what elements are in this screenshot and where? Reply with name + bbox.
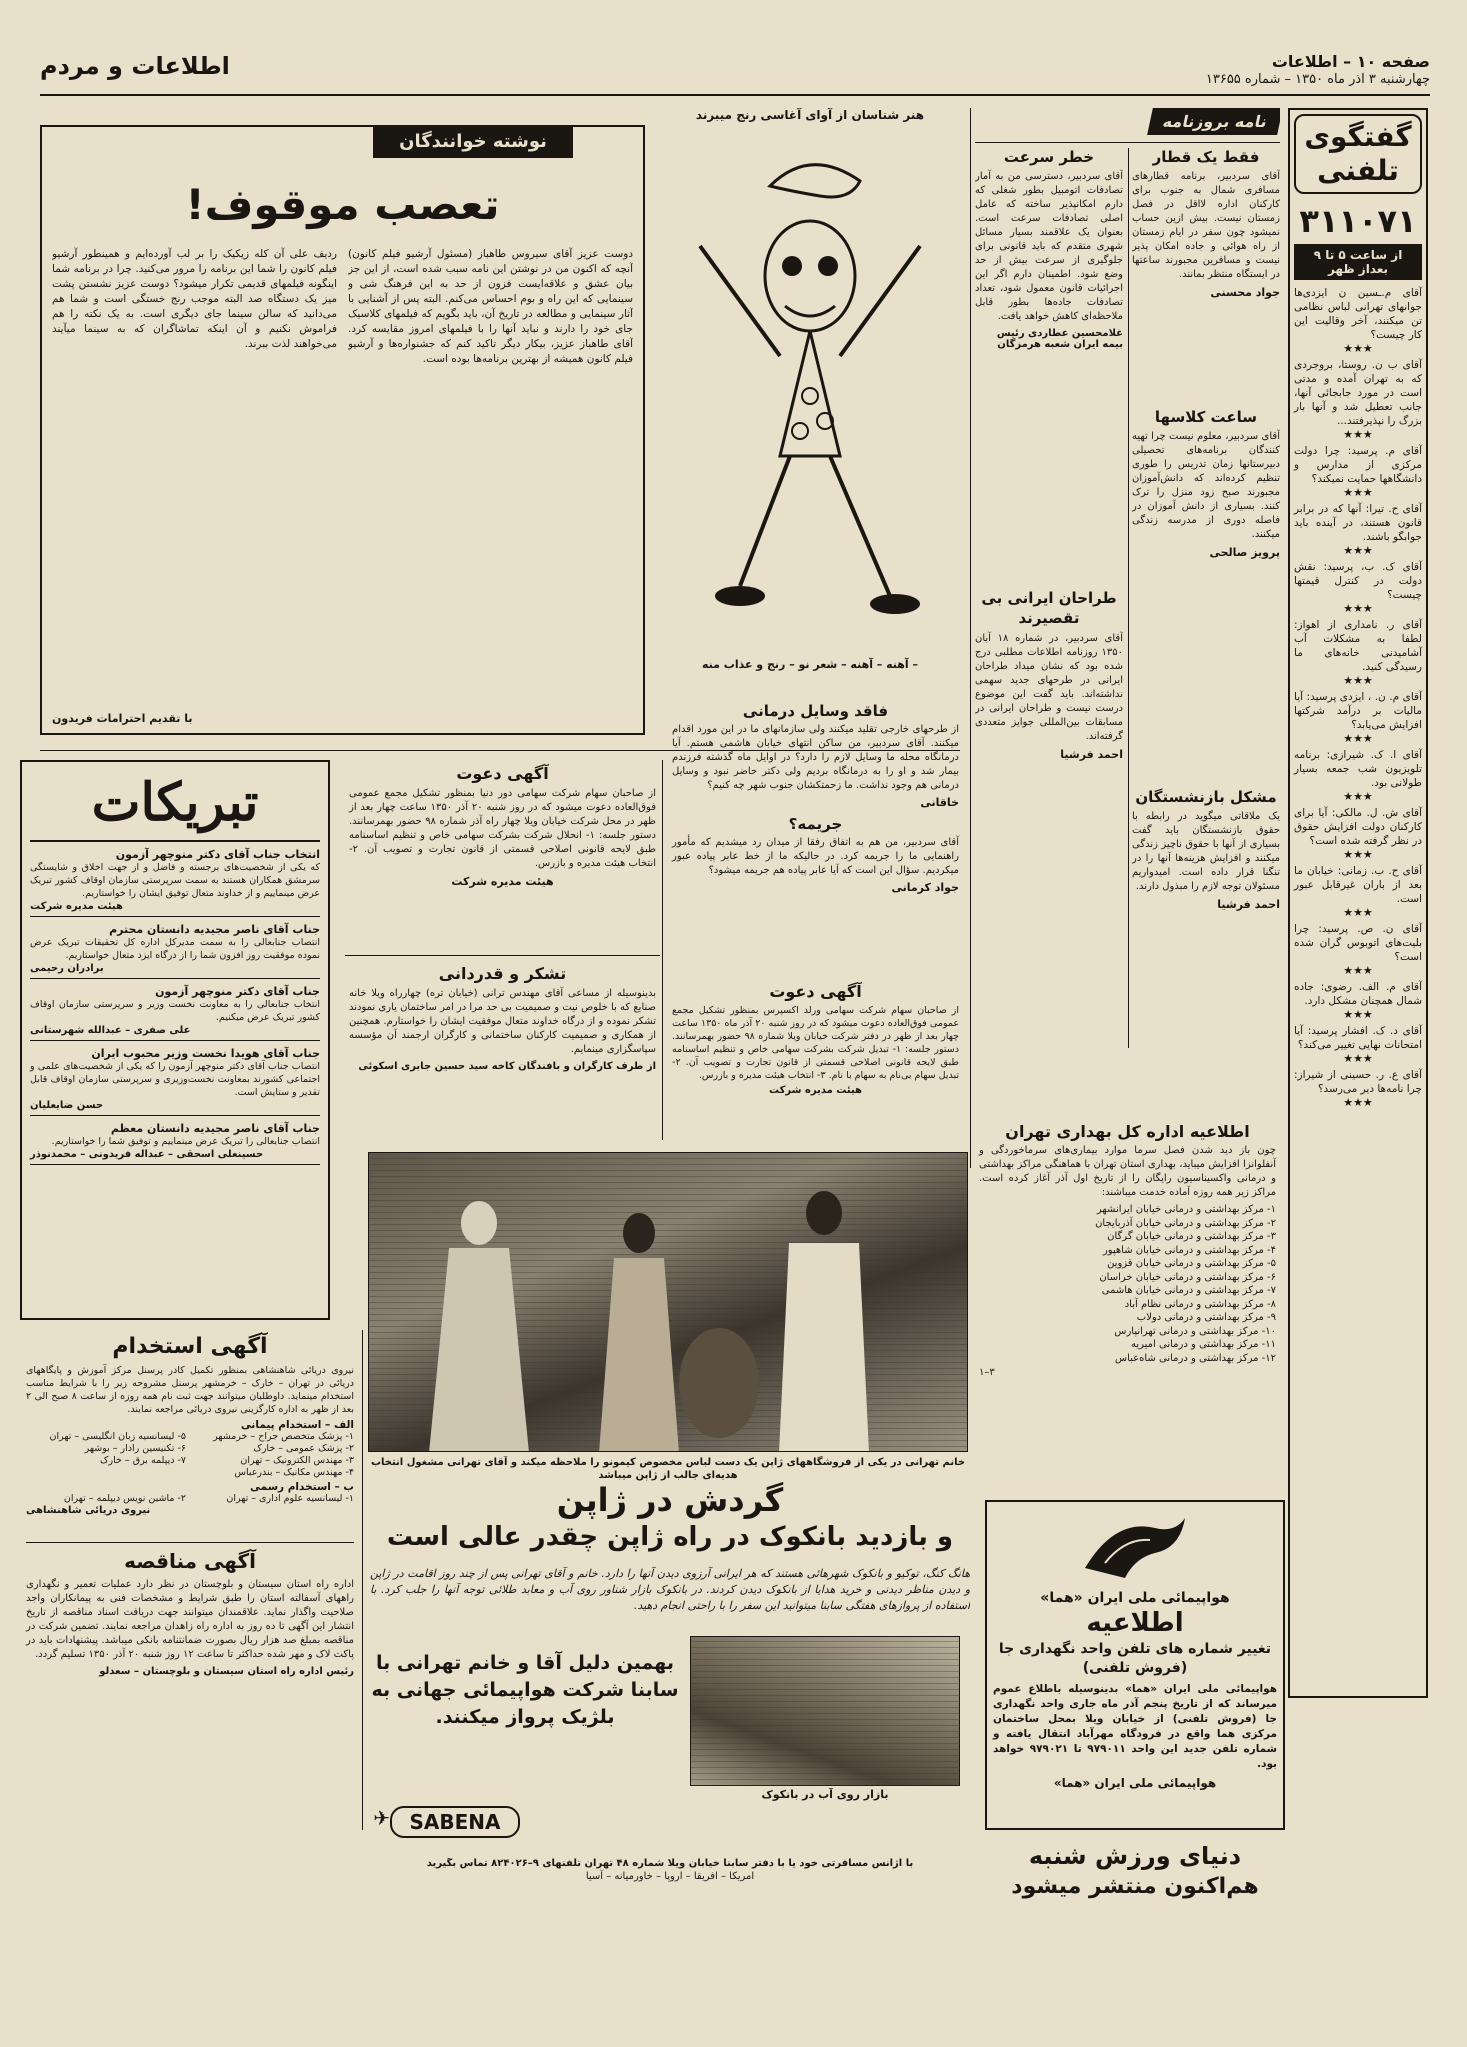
medicine-signer: خاقانی bbox=[920, 796, 959, 809]
medicine-block bbox=[668, 700, 963, 970]
phone-items-list bbox=[1294, 286, 1422, 1110]
letter-clock-signer: پرویز صالحی bbox=[1209, 546, 1280, 559]
congrats-entry-title: جناب آقای دکتر منوچهر آزمون bbox=[155, 985, 320, 998]
phone-item-separator: ★★★ bbox=[1343, 1008, 1373, 1021]
sabena-headline2: و بازدید بانکوک در راه ژاپن چقدر عالی است bbox=[386, 1522, 954, 1552]
congrats-entry-title: جناب آقای ناصر مجیدیه دانستان معظم bbox=[110, 1122, 320, 1135]
health-center-item: ۴- مرکز بهداشتی و درمانی خیابان شاهپور bbox=[1102, 1244, 1276, 1256]
opinion-signoff: با تقدیم احترامات فریدون bbox=[52, 712, 193, 725]
health-code: ۳–۱ bbox=[979, 1367, 995, 1378]
phone-item-separator: ★★★ bbox=[1343, 964, 1373, 977]
phone-item-separator: ★★★ bbox=[1343, 342, 1373, 355]
phone-item bbox=[1294, 806, 1422, 862]
phone-item-text: آقای ن. ص. پرسید: چرا بلیت‌های اتوبوس گران شده است؟ bbox=[1294, 923, 1422, 963]
phone-item-separator: ★★★ bbox=[1343, 602, 1373, 615]
congrats-entry-body: انتصاب جنابعالی را به سمت مدیرکل اداره کل تحقیقات تبریک عرض نموده موفقیت روز افزون شما را از درگاه ایزد متعال خواستاریم. bbox=[30, 937, 320, 961]
phone-item-text: آقای د. ک. افشار پرسید: آیا امتحانات نهایی تغییر می‌کند؟ bbox=[1294, 1025, 1422, 1051]
employment-position-item: ۱- پزشک متخصص جراح – خرمشهر bbox=[213, 1431, 354, 1442]
masthead-page-line: صفحه ۱۰ – اطلاعات bbox=[1271, 52, 1430, 71]
employment-list-heading2: ب – استخدام رسمی bbox=[250, 1481, 354, 1493]
phone-item bbox=[1294, 1068, 1422, 1110]
bangkok-photo-caption: بازار روی آب در بانکوک bbox=[761, 1788, 889, 1801]
letter-design-title: طراحان ایرانی بی تقصیرند bbox=[981, 589, 1117, 627]
sabena-headline1: گردش در ژاپن bbox=[556, 1481, 784, 1519]
letter-speed-title: خطر سرعت bbox=[1003, 148, 1095, 166]
employment-title: آگهی استخدام bbox=[112, 1334, 268, 1359]
sabena-ad bbox=[370, 1480, 970, 1850]
thanks-body: بدینوسیله از مساعی آقای مهندس ترانی (خیابان تره) چهارراه ویلا خانه صنایع که با خلوص نیت و صمیمیت بی حد مرا در امر ساختمان یاری نمودند تشکر نموده و از درگاه خداوند متعال موفقیت ایشان را خواستارم. همچنین از همکاری و صمیمیت کارکنان ساختمانی و کارگران ارجمند آن مؤسسه سپاسگزاری مینمایم. bbox=[349, 988, 656, 1055]
phone-item bbox=[1294, 1024, 1422, 1066]
employment-signer: نیروی دریائی شاهنشاهی bbox=[26, 1505, 151, 1516]
congrats-entry-body: انتصاب جنابعالی را تبریک عرض مینماییم و توفیق شما را خواستاریم. bbox=[51, 1136, 320, 1147]
invite-body: از صاحبان سهام شرکت سهامی دور دنیا بمنظور تشکیل مجمع عمومی فوق‌العاده دعوت میشود که در روز شنبه ۲۰ آذر ۱۳۵۰ ساعت چهار بعد از ظهر در محل شرکت خیابان ویلا چهار راه آذر شماره ۹۸ حضور بهمرسانند. دستور جلسه: ۱- انحلال شرکت بشرکت سهامی خاص و تنظیم اساسنامه طبق لایحه قانونی اصلاحی قسمتی از قانون تجارت و تصویب آن. ۲- انتخاب هیئت مدیره و بازرس. bbox=[349, 788, 656, 869]
phone-item bbox=[1294, 922, 1422, 978]
phone-hours: از ساعت ۵ تا ۹ بعداز ظهر bbox=[1294, 244, 1422, 280]
phone-item bbox=[1294, 864, 1422, 920]
phone-column-title bbox=[1294, 114, 1422, 194]
phone-item-separator: ★★★ bbox=[1343, 486, 1373, 499]
phone-item-separator: ★★★ bbox=[1343, 732, 1373, 745]
cartoon-caption-bottom: – آهنه – آهنه – شعر نو – رنج و عذاب منه bbox=[701, 658, 919, 671]
phone-item bbox=[1294, 358, 1422, 442]
homa-body: هواپیمائی ملی ایران «هما» بدینوسیله باطلاع عموم میرساند که از تاریخ پنجم آذر ماه جاری واحد نگهداری جا (فروش تلفنی) از خیابان ویلا بمحل ساختمان مرکزی هما واقع در فرودگاه مهرآباد انتقال یافته و شماره تلفن جدید این واحد ۹۷۹۰۱۱ تا ۹۷۹۰۲۱ خواهد بود. bbox=[993, 1683, 1277, 1770]
congrats-entry-signer: حسینعلی اسحقی – عبداله فریدونی – محمدنوذر bbox=[30, 1149, 264, 1160]
employment-position-item: ۴- مهندس مکانیک – بندرعباس bbox=[234, 1467, 354, 1478]
employment-position-item: ۶- تکنیسین رادار – بوشهر bbox=[84, 1443, 186, 1454]
congrats-entry bbox=[30, 1122, 320, 1165]
letters-kicker: نامه بروزنامه bbox=[1147, 108, 1280, 135]
congrats-entry bbox=[30, 848, 320, 917]
health-center-item: ۶- مرکز بهداشتی و درمانی خیابان خراسان bbox=[1099, 1271, 1276, 1283]
health-center-item: ۱۲- مرکز بهداشتی و درمانی شاه‌عباس bbox=[1114, 1352, 1276, 1364]
opinion-kicker: نوشته خوانندگان bbox=[373, 125, 573, 158]
health-center-item: ۳- مرکز بهداشتی و درمانی خیابان گرگان bbox=[1107, 1231, 1276, 1242]
tender-signer: رئیس اداره راه استان سیستان و بلوچستان – سعدلو bbox=[99, 1666, 354, 1677]
cartoon-box bbox=[655, 108, 965, 698]
letter-design-signer: احمد فرشیا bbox=[1060, 748, 1123, 761]
letter-retired bbox=[1132, 788, 1280, 1108]
phone-item-text: آقای ع. ر. حسینی از شیراز: چرا نامه‌ها دیر می‌رسد؟ bbox=[1294, 1069, 1422, 1095]
phone-item-separator: ★★★ bbox=[1343, 674, 1373, 687]
sabena-regions: امریکا – افریقا – اروپا – خاورمیانه – آسیا bbox=[585, 1871, 755, 1882]
phone-number: ۳۱۱۰۷۱ bbox=[1299, 202, 1417, 240]
tender-body: اداره راه استان سیستان و بلوچستان در نظر دارد عملیات تعمیر و نگهداری راههای آسفالته استان را طبق شرایط و مشخصات فنی به پیمانکاران واجد صلاحیت واگذار نماید. علاقمندان میتوانند جهت دریافت اسناد مناقصه از تاریخ انتشار این آگهی تا ده روز به اداره راه زاهدان مراجعه نمایند. تضمین شرکت در مناقصه بمبلغ صد هزار ریال بصورت ضمانتنامه بانکی میباشد. پیشنهادات باید در پاکت لاک و مهر شده حداکثر تا ساعت ۱۲ روز شنبه ۲۰ آذر ۱۳۵۰ تسلیم گردد. bbox=[26, 1579, 354, 1660]
health-center-item: ۷- مرکز بهداشتی و درمانی خیابان هاشمی bbox=[1101, 1285, 1276, 1296]
phone-item bbox=[1294, 980, 1422, 1022]
phone-item bbox=[1294, 618, 1422, 688]
congrats-entry-signer: حسن ضایعلیان bbox=[30, 1100, 104, 1111]
employment-position-item: ۷- دیپلمه برق – خارک bbox=[100, 1455, 186, 1466]
letter-speed-signer: غلامحسین عطاردی رئیس بیمه ایران شعبه هرمزگان bbox=[996, 328, 1123, 350]
phone-item-text: آقای ش. ل. مالکی: آیا برای کارکنان دولت افزایش حقوق در نظر گرفته شده است؟ bbox=[1294, 807, 1422, 847]
congrats-box bbox=[20, 760, 330, 1320]
phone-item-separator: ★★★ bbox=[1343, 428, 1373, 441]
tender-title: آگهی مناقصه bbox=[124, 1549, 256, 1573]
homa-ad bbox=[985, 1500, 1285, 1830]
homa-name: هواپیمائی ملی ایران «هما» bbox=[1040, 1590, 1230, 1606]
employment-list-heading: الف – استخدام پیمانی bbox=[240, 1419, 354, 1431]
phone-item-text: آقای م. ن. ، ایزدی پرسید: آیا مالیات بر درآمد شرکتها افزایش می‌یابد؟ bbox=[1294, 691, 1422, 731]
phone-item-separator: ★★★ bbox=[1343, 1052, 1373, 1065]
medicine-title: فاقد وسایل درمانی bbox=[742, 702, 889, 720]
opinion-body-right: دوست عزیز آقای سیروس طاهباز (مسئول آرشیو فیلم کانون) آنچه که اکنون من در نوشتن این نامه سبب شده است، از این جز بیان عشق و علاقه‌ایست فزون از حد به این فرهنگ شی و سینمایی که این راه و بوم احساس می‌کنم. البته پس از آشنایی با آثار سینمایی و مطالعه در تاریخ آن، باید بگویم که فیلمهای کلاسیک جای خود را دارند و نباید آنها را با فیلمهای امروز مقایسه کرد. آقای طاهباز عزیز، بیکار دیگر تاکید کنم که جشنواره‌ها و آرشیو فیلم کانون همیشه از بهترین برنامه‌ها بوده است. bbox=[348, 248, 633, 365]
plane-icon: ✈ bbox=[373, 1806, 390, 1830]
phone-item-text: آقای ب ن. روستا، بروجردی که به تهران آمده و مدتی است در مورد جابجائی آنها، جانب تعطیل شد و آنها بار بزرگ را نپذیرفتند... bbox=[1294, 359, 1422, 427]
sports-line1: دنیای ورزش شنبه bbox=[1028, 1842, 1242, 1870]
congrats-entry-title: انتخاب جناب آقای دکتر منوچهر آزمون bbox=[115, 848, 320, 861]
sports-line2: هم‌اکنون منتشر میشود bbox=[1011, 1874, 1259, 1899]
sports-teaser bbox=[985, 1840, 1285, 1920]
employment-positions2 bbox=[26, 1493, 354, 1505]
thanks-notice bbox=[345, 960, 660, 1140]
main-photo-caption: خانم تهرانی در یکی از فروشگاههای ژاپن یک دست لباس مخصوص کیمونو را ملاحظه میکند و آقای تهرانی مشغول انتخاب هدیه‌ای جالب از ژاپن میباشد bbox=[370, 1457, 966, 1481]
homa-signer: هواپیمائی ملی ایران «هما» bbox=[1053, 1776, 1217, 1790]
letter-speed bbox=[975, 148, 1123, 578]
tender-ad bbox=[20, 1540, 360, 1830]
penalty-title: جریمه؟ bbox=[788, 815, 843, 833]
phone-item-text: آقای م.ـسین ن ایزدی‌ها جوانهای تهرانی لباس نظامی تن میکنند، آخر وقالیت این کار چیست؟ bbox=[1294, 287, 1422, 341]
employment-position-item: ۵- لیسانسیه زبان انگلیسی – تهران bbox=[49, 1431, 186, 1442]
employment-ad bbox=[20, 1330, 360, 1530]
congrats-entry-title: جناب آقای ناصر مجیدیه دانستان محترم bbox=[109, 923, 320, 936]
phone-item-text: آقای ح. تیرا: آنها که در برابر قانون هستند، در آینده باید جوابگو باشند. bbox=[1294, 503, 1422, 543]
phone-item bbox=[1294, 560, 1422, 616]
health-title: اطلاعیه اداره کل بهداری تهران bbox=[1005, 1122, 1250, 1141]
phone-item bbox=[1294, 748, 1422, 804]
letter-train-title: فقط یک قطار bbox=[1152, 148, 1260, 166]
employment-position-item: ۲- ماشین نویس دیپلمه – تهران bbox=[63, 1493, 186, 1504]
phone-title-line2: تلفنی bbox=[1317, 154, 1399, 187]
phone-item-separator: ★★★ bbox=[1343, 906, 1373, 919]
health-center-item: ۵- مرکز بهداشتی و درمانی خیابان قزوین bbox=[1107, 1258, 1276, 1269]
sabena-footer bbox=[370, 1858, 970, 1898]
phone-item-separator: ★★★ bbox=[1343, 790, 1373, 803]
letters-block bbox=[975, 108, 1280, 1108]
employment-position-item: ۲- پزشک عمومی – خارک bbox=[253, 1443, 354, 1454]
letter-retired-title: مشکل بازنشستگان bbox=[1135, 788, 1277, 806]
homa-title: اطلاعیه bbox=[1086, 1608, 1184, 1638]
congrats-entry-title: جناب آقای هویدا نخست وزیر محبوب ایران bbox=[91, 1047, 320, 1060]
phone-item bbox=[1294, 444, 1422, 500]
phone-item-text: آقای م. الف. رضوی: جاده شمال همچنان مشکل دارد. bbox=[1294, 981, 1422, 1007]
invite-notice bbox=[345, 760, 660, 950]
thanks-title: تشکر و قدردانی bbox=[438, 964, 567, 983]
letter-retired-body: یک ملاقاتی میگوید در رابطه با حقوق بازنشستگان باید گفت بسیاری از آنها با حقوق ناچیز زندگی میکنند و افزایش هزینه‌ها آنها را در تنگنا قرار داده است. امیدواریم مسئولان توجه لازم را مبذول دارند. bbox=[1132, 811, 1280, 892]
health-centers-list bbox=[979, 1203, 1276, 1365]
congrats-entry-signer: برادران رحیمی bbox=[30, 963, 104, 974]
congrats-entry-signer: علی صفری – عبدالله شهرستانی bbox=[30, 1025, 191, 1036]
homa-logo-icon bbox=[1075, 1508, 1195, 1588]
employment-position-item: ۳- مهندس الکترونیک – تهران bbox=[240, 1455, 354, 1466]
invite2-body: از صاحبان سهام شرکت سهامی ورلد اکسپرس بمنظور تشکیل مجمع عمومی فوق‌العاده دعوت میشود که در روز شنبه ۲۰ آذر ماه ۱۳۵۰ ساعت چهار بعد از ظهر در دفتر شرکت خیابان ویلا شماره ۹۸ حضور بهمرسانند. دستور جلسه: ۱- تبدیل شرکت بشرکت سهامی خاص و تنظیم اساسنامه طبق لایحه قانونی اصلاحی قسمتی از قانون تجارت و تصویب آن. ۲- تبدیل سهام بی‌نام به سهام با نام. ۳- انتخاب هیئت مدیره و بازرس. bbox=[672, 1005, 960, 1081]
invite-title: آگهی دعوت bbox=[456, 764, 549, 783]
opinion-box bbox=[40, 125, 645, 735]
cartoon-drawing bbox=[660, 126, 960, 656]
employment-position-item: ۱- لیسانسیه علوم اداری – تهران bbox=[226, 1493, 354, 1504]
congrats-list bbox=[30, 848, 320, 1165]
letter-design bbox=[975, 588, 1123, 1048]
penalty-signer: جواد کرمانی bbox=[891, 881, 959, 894]
invite2-signer: هیئت مدیره شرکت bbox=[769, 1085, 862, 1096]
sabena-body: هانگ کنگ، توکیو و بانکوک شهرهائی هستند که هر ایرانی آرزوی دیدن آنها را دارد. خانم و آقای تهرانی پس از چند روز اقامت در ژاپن و دیدن مناظر دیدنی و خرید هدایا از بانکوک دیدن کردند. در بانکوک بازار شناور روی آب و معابد طلائی توجه آنها را جلب کرد. با استفاده از پروازهای هفتگی سابنا میتوانید این سفر را با راحتی انجام دهید. bbox=[370, 1567, 970, 1612]
sabena-logo: SABENA bbox=[390, 1806, 520, 1838]
letter-clock-body: آقای سردبیر، معلوم نیست چرا تهیه کنندگان برنامه‌های تحصیلی دبیرستانها زمان تدریس را طوری تنظیم کرده‌اند که دانش‌آموزان مجبورند صبح زود منزل را ترک کنند. بسیاری از دانش آموزان در فاصله دوری از مدرسه زندگی میکنند. bbox=[1132, 431, 1280, 540]
cartoon-caption-top: هنر شناسان از آوای آغاسی رنج میبرند bbox=[695, 108, 925, 122]
health-center-item: ۱- مرکز بهداشتی و درمانی خیابان ایرانشهر bbox=[1096, 1204, 1276, 1215]
phone-item-separator: ★★★ bbox=[1343, 848, 1373, 861]
letter-speed-body: آقای سردبیر، دسترسی من به آمار تصادفات اتومبیل بطور شغلی که دارم امکانپذیر ساخته که عامل اصلی تصادفات سرعت است. بعنوان یک علاقمند بسیار مسائل شهری متقدم که باید قانونی برای جلوگیری از سرعت بیش از حد وضع شود. اطمینان دارم اگر این اجرائیات قانون معمول شود، تعداد تصادفات جاده‌ها بطور قابل ملاحظه‌ای کاهش خواهد یافت. bbox=[975, 171, 1123, 322]
letter-train-signer: جواد محسنی bbox=[1210, 286, 1280, 299]
congrats-entry bbox=[30, 1047, 320, 1116]
congrats-entry-body: انتصاب جناب آقای دکتر منوچهر آزمون را که یکی از شخصیت‌های علمی و اجتماعی کشورند بمعاونت نخست‌وزیری و سرپرستی سازمان اوقاف قابل تقدیر و ستایش است. bbox=[30, 1061, 320, 1098]
main-photo bbox=[368, 1152, 968, 1452]
phone-item-text: آقای ا. ک. شیرازی: برنامه تلویزیون شب جمعه بسیار طولانی بود. bbox=[1294, 749, 1422, 789]
opinion-body-left: ردیف علی آن کله زیکیک را بر لب آورده‌ایم و همینطور آرشیو فیلم کانون را شما این برنامه را مرور می‌کنید. چرا در برنامه شما اینگونه فیلمهای قدیمی تکرار میشود؟ دوست عزیز نشستن پشت میز یک دستگاه صد البته موجب رنج خستگی است و شما هم می‌دانید که سالن سینما جای دیگری است. به یک نکته را هم فراموش نکنیم و آن اینکه تماشاگران که به سینما میآیند می‌خواهند لذت ببرند. bbox=[52, 248, 337, 350]
phone-item bbox=[1294, 502, 1422, 558]
homa-subtitle: تغییر شماره های تلفن واحد نگهداری جا (فروش تلفنی) bbox=[998, 1641, 1272, 1676]
congrats-entry-body: که یکی از شخصیت‌های برجسته و فاضل و از جهت اخلاق و شایستگی سرمشق همکاران هستند به سمت سرپرستی سازمان اوقاف کشور تبریک عرض مینماییم و از خداوند متعال توفیق ایشان را خواستاریم. bbox=[30, 862, 320, 899]
masthead-rule bbox=[40, 94, 1430, 96]
invite-signer: هیئت مدیره شرکت bbox=[451, 875, 554, 888]
letter-design-body: آقای سردبیر، در شماره ۱۸ آبان ۱۳۵۰ روزنامه اطلاعات مطلبی درج شده بود که نشان میداد طراحان ایرانی در طرحهای جدید سهمی نداشته‌اند. باید گفت این موضوع درست نیست و طراحان ایرانی در مسابقات بین‌المللی جوایز متعددی گرفته‌اند. bbox=[975, 633, 1123, 742]
sabena-closing: بهمین دلیل آقا و خانم تهرانی با سابنا شرکت هواپیمائی جهانی به بلژیک پرواز میکنند. bbox=[371, 1652, 679, 1728]
masthead bbox=[40, 50, 1430, 90]
health-notice bbox=[975, 1120, 1280, 1460]
phone-column bbox=[1288, 108, 1428, 1698]
letter-clock bbox=[1132, 408, 1280, 778]
phone-item-text: آقای ح. ب. زمانی: خیابان ما بعد از باران غیرقابل عبور است. bbox=[1294, 865, 1422, 905]
phone-item bbox=[1294, 690, 1422, 746]
health-center-item: ۹- مرکز بهداشتی و درمانی دولاب bbox=[1136, 1312, 1276, 1323]
employment-body: نیروی دریائی شاهنشاهی بمنظور تکمیل کادر پرسنل مرکز آموزش و پایگاههای دریائی در تهران – خارک – خرمشهر پرسنل مشروحه زیر را با شرایط مناسب استخدام مینماید. داوطلبان میتوانند جهت ثبت نام همه روزه از ساعت ۸ صبح الی ۲ بعد از ظهر به اداره کارگزینی نیروی دریائی مراجعه نمایند. bbox=[26, 1365, 354, 1415]
congrats-entry-body: انتخاب جنابعالی را به معاونت نخست وزیر و سرپرستی سازمان اوقاف کشور تبریک عرض میکنیم. bbox=[30, 999, 320, 1023]
invite2-notice bbox=[668, 980, 963, 1140]
phone-item bbox=[1294, 286, 1422, 356]
congrats-entry bbox=[30, 985, 320, 1041]
congrats-entry bbox=[30, 923, 320, 979]
phone-item-separator: ★★★ bbox=[1343, 1096, 1373, 1109]
health-center-item: ۱۱- مرکز بهداشتی و درمانی امیریه bbox=[1130, 1339, 1276, 1350]
masthead-date-line: چهارشنبه ۳ آذر ماه ۱۳۵۰ – شماره ۱۳۶۵۵ bbox=[1205, 72, 1430, 87]
phone-item-separator: ★★★ bbox=[1343, 544, 1373, 557]
opinion-headline: تعصب موقوف! bbox=[185, 180, 500, 229]
thanks-signer: از طرف کارگران و بافندگان کاخه سید حسین جابری اسکوئی bbox=[358, 1061, 656, 1072]
penalty-body: آقای سردبیر، من هم به اتفاق رفقا از میدان رد میشدیم که مأمور راهنمایی ما را جریمه کرد. در حالیکه ما از خط عابر پیاده عبور میکردیم. سؤال این است که آیا عابر پیاده هم جریمه میشود؟ bbox=[672, 837, 959, 876]
phone-item-text: آقای ر. نامداری از اهواز: لطفا به مشکلات آب آشامیدنی خانه‌های ما رسیدگی کنید. bbox=[1294, 619, 1422, 673]
health-center-item: ۸- مرکز بهداشتی و درمانی نظام آباد bbox=[1124, 1298, 1276, 1310]
masthead-section-name: اطلاعات و مردم bbox=[40, 52, 230, 80]
health-center-item: ۲- مرکز بهداشتی و درمانی خیابان آذربایجان bbox=[1095, 1217, 1276, 1229]
health-body: چون باز دید شدن فصل سرما موارد بیماری‌های سرماخوردگی و آنفلوانزا افزایش میباید، بهداری استان تهران با هماهنگی مراکز بهداشتی و درمانی واکسیناسیون رایگان را از تاریخ اول آذر آغاز کرده است. مراکز زیر همه روزه آماده خدمت میباشند: bbox=[979, 1145, 1276, 1198]
phone-title-line1: گفتگوی bbox=[1304, 120, 1412, 153]
sabena-footer-text: با آژانس مسافرتی خود یا با دفتر سابنا خیابان ویلا شماره ۴۸ تهران تلفنهای ۹–۸۲۴۰۲۶ تماس بگیرید bbox=[426, 1858, 914, 1869]
invite2-title: آگهی دعوت bbox=[769, 982, 862, 1001]
health-center-item: ۱۰- مرکز بهداشتی و درمانی تهرانپارس bbox=[1114, 1325, 1276, 1337]
phone-item-text: آقای م. پرسید: چرا دولت مرکزی از مدارس و دانشگاهها حمایت نمیکند؟ bbox=[1294, 445, 1422, 485]
letter-train-body: آقای سردبیر، برنامه قطارهای مسافری شمال به جنوب برای کارکنان اداره لااقل در فصل زمستان نیست. بیش ازین حساب نمیشود چون سفر در ایام زمستان از راه هوائی و جاده امکان پذیر نیست و مسافرین مجبورند ساعتها در ایستگاه منتظر بمانند. bbox=[1132, 171, 1280, 280]
letter-train bbox=[1132, 148, 1280, 398]
congrats-entry-signer: هیئت مدیره شرکت bbox=[30, 901, 123, 912]
medicine-body: از طرحهای خارجی تقلید میکنند ولی سازمانهای ما در این مورد اقدام میکنند. آقای سردبیر، من ساکن انتهای خیابان هاشمی هستم. آیا درمانگاه محله ما وسایل لازم را دارد؟ در اوایل ماه گذشته فرزندم بیمار شد و او را به درمانگاه بردیم ولی دکتر حاضر نبود و وسایل درمانی هم وجود نداشت. ما زحمتکشان جنوب شهر چه کنیم؟ bbox=[672, 724, 959, 791]
photo-figures bbox=[369, 1153, 968, 1452]
employment-positions bbox=[26, 1431, 354, 1479]
phone-item-text: آقای ک. ب، پرسید: نقش دولت در کنترل قیمتها چیست؟ bbox=[1294, 561, 1422, 601]
congrats-title: تبریکات bbox=[91, 772, 259, 833]
letter-clock-title: ساعت کلاسها bbox=[1154, 408, 1258, 426]
letter-retired-signer: احمد فرشیا bbox=[1217, 898, 1280, 911]
